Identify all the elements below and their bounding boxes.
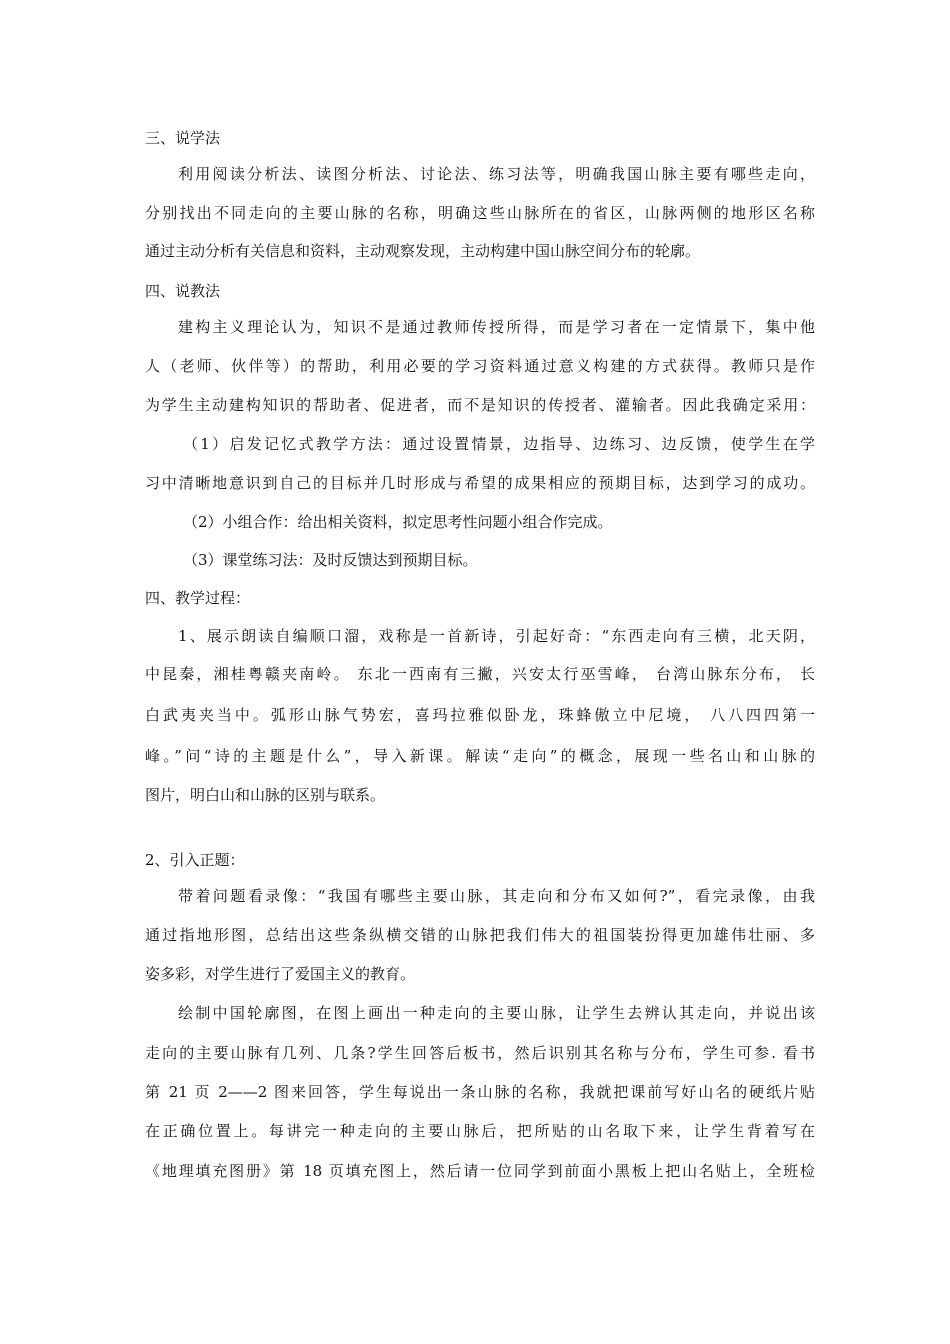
heading-teaching-process: 四、教学过程： — [145, 589, 251, 607]
paragraph-line: 通过主动分析有关信息和资料，主动观察发现，主动构建中国山脉空间分布的轮廓。 — [145, 242, 701, 260]
heading-introduce-topic: 2、引入正题： — [145, 851, 245, 869]
paragraph-line: 第 21 页 2——2 图来回答，学生每说出一条山脉的名称，我就把课前写好山名的硬纸片贴 — [145, 1083, 815, 1101]
paragraph-line: 走向的主要山脉有几列、几条?学生回答后板书，然后识别其名称与分布，学生可参. 看书 — [145, 1044, 815, 1062]
list-item-line: 习中清晰地意识到自己的目标并几时形成与希望的成果相应的预期目标，达到学习的成功。 — [145, 474, 815, 492]
paragraph-line: 图片，明白山和山脉的区别与联系。 — [145, 786, 386, 804]
paragraph-line: 带着问题看录像：“我国有哪些主要山脉，其走向和分布又如何?”，看完录像，由我 — [178, 887, 815, 905]
heading-learning-method: 三、说学法 — [145, 129, 221, 147]
paragraph-line: 为学生主动建构知识的帮助者、促进者，而不是知识的传授者、灌输者。因此我确定采用： — [145, 396, 815, 414]
paragraph-line: 《地理填充图册》第 18 页填充图上，然后请一位同学到前面小黑板上把山名贴上，全班检 — [145, 1162, 815, 1180]
paragraph-line: 绘制中国轮廓图，在图上画出一种走向的主要山脉，让学生去辨认其走向，并说出该 — [178, 1004, 815, 1022]
paragraph-line: 通过指地形图，总结出这些条纵横交错的山脉把我们伟大的祖国装扮得更加雄伟壮丽、多 — [145, 926, 815, 944]
paragraph-line: 姿多彩，对学生进行了爱国主义的教育。 — [145, 965, 416, 983]
paragraph-line: 中昆秦，湘桂粤赣夹南岭。 东北一西南有三撇，兴安太行巫雪峰， 台湾山脉东分布， 长 — [145, 665, 815, 683]
paragraph-line: 建构主义理论认为，知识不是通过教师传授所得，而是学习者在一定情景下，集中他 — [178, 318, 815, 336]
paragraph-line: 白武夷夹当中。弧形山脉气势宏，喜玛拉雅似卧龙，珠蜂傲立中尼境， 八八四四第一 — [145, 706, 815, 724]
paragraph-line: 在正确位置上。每讲完一种走向的主要山脉后，把所贴的山名取下来，让学生背着写在 — [145, 1122, 815, 1140]
paragraph-line: 人（老师、伙伴等）的帮助，利用必要的学习资料通过意义构建的方式获得。教师只是作 — [145, 357, 815, 375]
list-item: （3）课堂练习法：及时反馈达到预期目标。 — [183, 551, 478, 569]
paragraph-line: 利用阅读分析法、读图分析法、讨论法、练习法等，明确我国山脉主要有哪些走向， — [178, 165, 815, 183]
paragraph-line: 分别找出不同走向的主要山脉的名称，明确这些山脉所在的省区，山脉两侧的地形区名称 — [145, 204, 815, 222]
list-item: （2）小组合作：给出相关资料，拟定思考性问题小组合作完成。 — [183, 513, 613, 531]
heading-teaching-method: 四、说教法 — [145, 282, 221, 300]
paragraph-line: 峰。”问“诗的主题是什么”，导入新课。解读“走向”的概念，展现一些名山和山脉的 — [145, 747, 815, 765]
list-item-line: （1）启发记忆式教学方法：通过设置情景，边指导、边练习、边反馈，使学生在学 — [183, 435, 815, 453]
paragraph-line: 1、展示朗读自编顺口溜，戏称是一首新诗，引起好奇：“东西走向有三横，北天阴， — [178, 627, 815, 645]
